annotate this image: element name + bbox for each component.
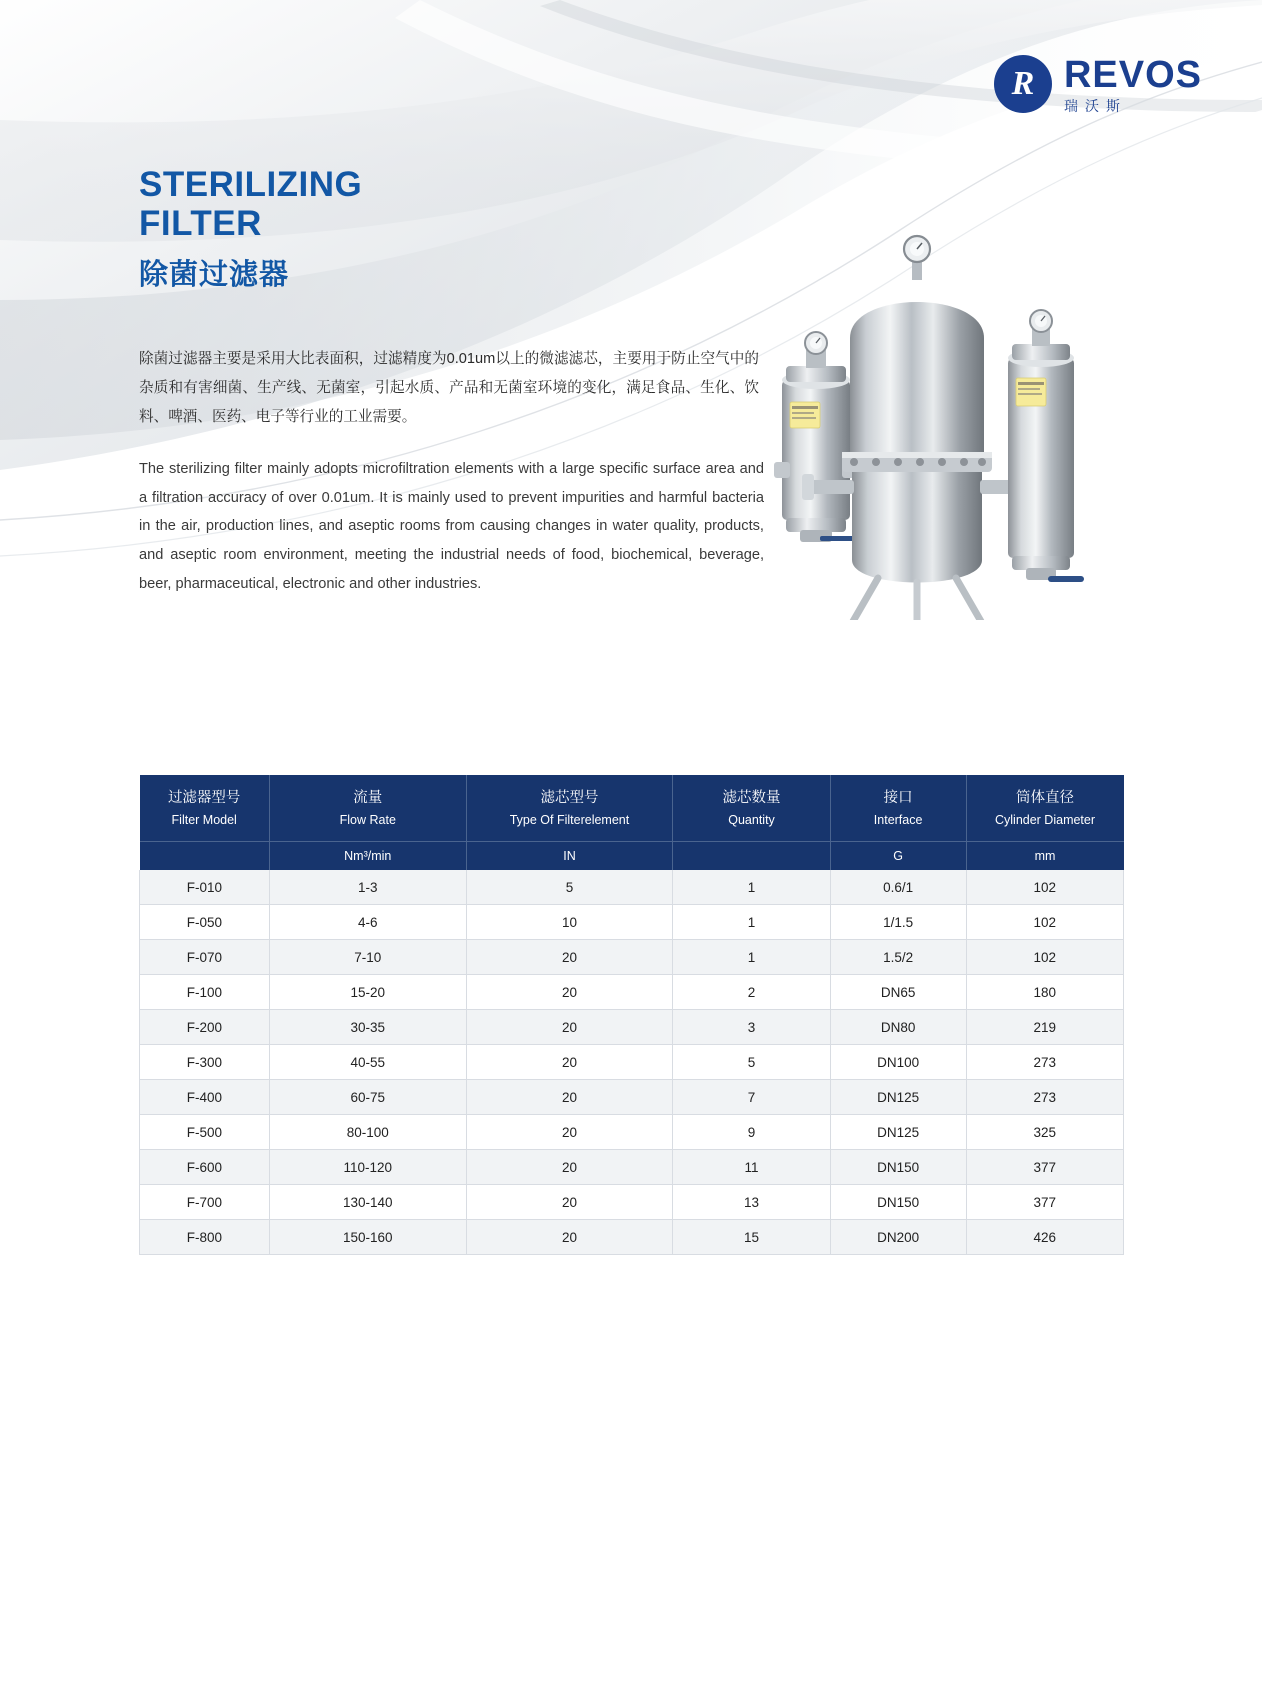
table-cell: DN125 — [830, 1115, 966, 1150]
table-cell: F-010 — [140, 870, 270, 905]
title-chinese: 除菌过滤器 — [139, 259, 290, 292]
table-cell: 15 — [673, 1220, 830, 1255]
table-row — [140, 1115, 1124, 1150]
table-cell: 377 — [966, 1185, 1123, 1220]
table-cell: 273 — [966, 1080, 1123, 1115]
table-cell: 7 — [673, 1080, 830, 1115]
table-header — [140, 775, 1124, 870]
col-header-cylinder-diameter — [966, 775, 1123, 842]
col-header-cn: 滤芯数量 — [722, 790, 781, 806]
table-cell: DN200 — [830, 1220, 966, 1255]
table-cell: 1-3 — [269, 870, 466, 905]
table-cell: DN150 — [830, 1150, 966, 1185]
table-cell: 20 — [466, 1220, 673, 1255]
table-cell: 426 — [966, 1220, 1123, 1255]
table-cell: 80-100 — [269, 1115, 466, 1150]
table-cell: DN125 — [830, 1080, 966, 1115]
table-cell: 130-140 — [269, 1185, 466, 1220]
col-unit-filter-model — [140, 842, 270, 871]
product-photo — [770, 230, 1170, 620]
col-header-cn: 接口 — [883, 790, 913, 806]
logo-name-cn: 瑞沃斯 — [1063, 97, 1127, 114]
title-line-2: FILTER — [139, 204, 262, 244]
table-cell: 219 — [966, 1010, 1123, 1045]
table-cell: 20 — [466, 1150, 673, 1185]
table-cell: 0.6/1 — [830, 870, 966, 905]
col-header-en: Type Of Filterelement — [509, 813, 630, 828]
table-cell: 5 — [673, 1045, 830, 1080]
table-cell: 20 — [466, 940, 673, 975]
table-cell: 1.5/2 — [830, 940, 966, 975]
col-header-flow-rate — [269, 775, 466, 842]
table-cell: 102 — [966, 870, 1123, 905]
col-header-en: Flow Rate — [339, 813, 396, 828]
title-line-1: STERILIZING — [139, 165, 363, 204]
table-row — [140, 1010, 1124, 1045]
table-cell: 20 — [466, 1045, 673, 1080]
col-header-quantity — [673, 775, 830, 842]
vessel-right — [1008, 310, 1084, 582]
table-row — [140, 940, 1124, 975]
brand-logo — [994, 55, 1202, 113]
table-cell: F-100 — [140, 975, 270, 1010]
table-header-row-units — [140, 842, 1124, 871]
col-header-en: Interface — [873, 813, 923, 828]
table-row — [140, 870, 1124, 905]
table-cell: 273 — [966, 1045, 1123, 1080]
table-cell: 180 — [966, 975, 1123, 1010]
page-title — [139, 165, 759, 293]
table-cell: 60-75 — [269, 1080, 466, 1115]
table-cell: DN65 — [830, 975, 966, 1010]
table-cell: 1/1.5 — [830, 905, 966, 940]
col-header-filter-element-type — [466, 775, 673, 842]
spec-table — [139, 775, 1124, 1255]
table-header-row-main — [140, 775, 1124, 842]
col-header-en: Quantity — [728, 813, 775, 828]
table-cell: 1 — [673, 870, 830, 905]
vessel-left — [774, 332, 860, 542]
col-header-interface — [830, 775, 966, 842]
table-row — [140, 1150, 1124, 1185]
col-unit-flow-rate: Nm³/min — [269, 842, 466, 871]
table-row — [140, 905, 1124, 940]
specification-table — [139, 775, 1124, 1255]
table-cell: 11 — [673, 1150, 830, 1185]
table-cell: F-400 — [140, 1080, 270, 1115]
table-cell: 102 — [966, 940, 1123, 975]
table-cell: F-600 — [140, 1150, 270, 1185]
table-cell: DN80 — [830, 1010, 966, 1045]
col-unit-interface: G — [830, 842, 966, 871]
table-cell: 377 — [966, 1150, 1123, 1185]
table-cell: 5 — [466, 870, 673, 905]
table-cell: F-800 — [140, 1220, 270, 1255]
col-header-cn: 筒体直径 — [1016, 790, 1074, 806]
table-cell: 2 — [673, 975, 830, 1010]
table-cell: 10 — [466, 905, 673, 940]
table-cell: DN150 — [830, 1185, 966, 1220]
filter-vessels-illustration — [770, 230, 1170, 620]
table-cell: 20 — [466, 1080, 673, 1115]
col-unit-quantity — [673, 842, 830, 871]
table-cell: 1 — [673, 905, 830, 940]
table-cell: 102 — [966, 905, 1123, 940]
table-row — [140, 1185, 1124, 1220]
col-unit-cylinder-diameter: mm — [966, 842, 1123, 871]
table-cell: 150-160 — [269, 1220, 466, 1255]
table-cell: 30-35 — [269, 1010, 466, 1045]
table-row — [140, 1080, 1124, 1115]
table-cell: F-700 — [140, 1185, 270, 1220]
table-cell: F-050 — [140, 905, 270, 940]
table-row — [140, 1220, 1124, 1255]
table-cell: 15-20 — [269, 975, 466, 1010]
col-header-filter-model — [140, 775, 270, 842]
logo-mark-letter: R — [1011, 65, 1035, 102]
logo-name: REVOS — [1063, 53, 1202, 96]
table-cell: 9 — [673, 1115, 830, 1150]
table-cell: 325 — [966, 1115, 1123, 1150]
table-cell: 13 — [673, 1185, 830, 1220]
table-cell: 1 — [673, 940, 830, 975]
table-cell: F-070 — [140, 940, 270, 975]
table-cell: 20 — [466, 1115, 673, 1150]
col-header-cn: 滤芯型号 — [540, 790, 599, 806]
table-cell: F-200 — [140, 1010, 270, 1045]
table-cell: 3 — [673, 1010, 830, 1045]
col-unit-filter-element-type: IN — [466, 842, 673, 871]
logo-wordmark — [1063, 53, 1202, 114]
table-cell: F-300 — [140, 1045, 270, 1080]
table-cell: 40-55 — [269, 1045, 466, 1080]
logo-mark-icon — [994, 55, 1052, 113]
col-header-cn: 过滤器型号 — [167, 790, 241, 806]
table-cell: F-500 — [140, 1115, 270, 1150]
col-header-cn: 流量 — [353, 790, 383, 806]
table-cell: 7-10 — [269, 940, 466, 975]
col-header-en: Cylinder Diameter — [994, 813, 1096, 828]
table-cell: 20 — [466, 1185, 673, 1220]
table-cell: 20 — [466, 1010, 673, 1045]
table-cell: 110-120 — [269, 1150, 466, 1185]
table-cell: DN100 — [830, 1045, 966, 1080]
description-chinese: 除菌过滤器主要是采用大比表面积，过滤精度为0.01um以上的微滤滤芯，主要用于防止空气中的杂质和有害细菌、生产线、无菌室，引起水质、产品和无菌室环境的变化，满足食品、生化、饮料、啤酒、医药、电子等行业的工业需要。 — [139, 351, 759, 426]
description-english: The sterilizing filter mainly adopts microfiltration elements with a large specific surface area and a filtration accuracy of over 0.01um. It is mainly used to prevent impurities and harmful bacteria in the air, production lines, and aseptic rooms from causing changes in water quality, products, and aseptic room environment, meeting the industrial needs of food, biochemical, beverage, beer, pharmaceutical, electronic and other industries. — [139, 461, 764, 592]
table-cell: 4-6 — [269, 905, 466, 940]
table-body — [140, 870, 1124, 1255]
table-row — [140, 975, 1124, 1010]
table-row — [140, 1045, 1124, 1080]
table-cell: 20 — [466, 975, 673, 1010]
col-header-en: Filter Model — [171, 813, 237, 828]
